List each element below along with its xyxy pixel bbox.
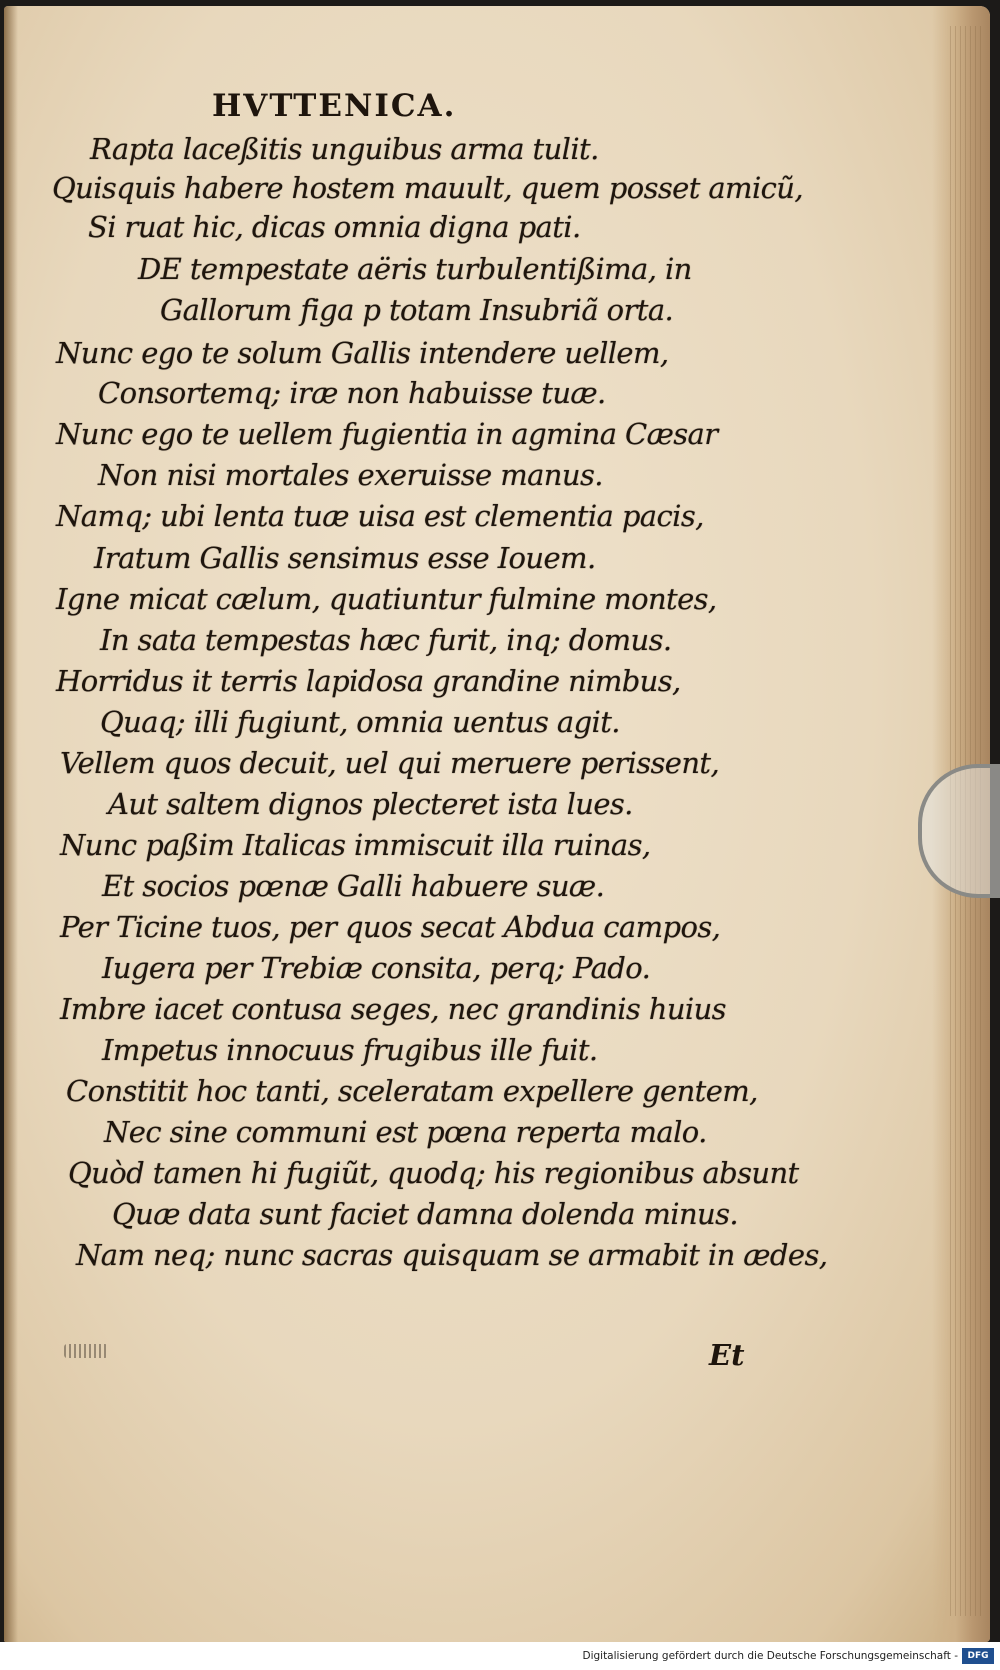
verse-line: Nec sine communi est pœna reperta malo. (104, 1115, 707, 1149)
verse-line: Nunc paßim Italicas immiscuit illa ruinas, (60, 828, 651, 862)
verse-line: Si ruat hic, dicas omnia digna pati. (88, 210, 581, 244)
verse-line: Quòd tamen hi fugiũt, quodq; his regionibus absunt (68, 1156, 799, 1190)
section-heading: DE tempestate aëris turbulentißima, in (138, 252, 692, 286)
verse-line: Per Ticine tuos, per quos secat Abdua campos, (60, 910, 721, 944)
verse-line: Quaq; illi fugiunt, omnia uentus agit. (100, 705, 620, 739)
verse-line: Consortemq; iræ non habuisse tuæ. (98, 376, 606, 410)
catchword: Et (709, 1338, 745, 1372)
page-text (4, 6, 990, 1642)
verse-line: Namq; ubi lenta tuæ uisa est clementia pacis, (56, 499, 704, 533)
verse-line: Iratum Gallis sensimus esse Iouem. (94, 541, 596, 575)
verse-line: Impetus innocuus frugibus ille fuit. (102, 1033, 598, 1067)
verse-line: Nunc ego te uellem fugientia in agmina Cæsar (56, 417, 718, 451)
verse-line: Rapta laceßitis unguibus arma tulit. (90, 132, 599, 166)
verse-line: Et socios pœnæ Galli habuere suæ. (102, 869, 605, 903)
verse-line: In sata tempestas hæc furit, inq; domus. (100, 623, 672, 657)
book-page (4, 6, 990, 1642)
verse-line: Horridus it terris lapidosa grandine nimbus, (56, 664, 681, 698)
verse-line: Nam neq; nunc sacras quisquam se armabit in ædes, (76, 1238, 828, 1272)
verse-line: Iugera per Trebiæ consita, perq; Pado. (102, 951, 651, 985)
ink-smudge (64, 1344, 108, 1358)
dfg-logo: DFG (962, 1648, 994, 1664)
verse-line: Quisquis habere hostem mauult, quem posset amicũ, (52, 171, 803, 205)
verse-line: Imbre iacet contusa seges, nec grandinis huius (60, 992, 726, 1026)
verse-line: Aut saltem dignos plecteret ista lues. (108, 787, 633, 821)
verse-line: Vellem quos decuit, uel qui meruere perissent, (60, 746, 720, 780)
running-head: HVTTENICA. (212, 88, 457, 124)
verse-line: Constitit hoc tanti, sceleratam expellere gentem, (66, 1074, 758, 1108)
verse-line: Non nisi mortales exeruisse manus. (98, 458, 603, 492)
section-heading: Gallorum figa p totam Insubriã orta. (160, 293, 674, 327)
verse-line: Igne micat cælum, quatiuntur fulmine montes, (56, 582, 717, 616)
footer-bar (0, 1642, 1000, 1670)
verse-line: Nunc ego te solum Gallis intendere uellem, (56, 336, 669, 370)
verse-line: Quæ data sunt faciet damna dolenda minus. (112, 1197, 739, 1231)
digitization-credit: Digitalisierung gefördert durch die Deutsche Forschungsgemeinschaft - (582, 1650, 958, 1662)
